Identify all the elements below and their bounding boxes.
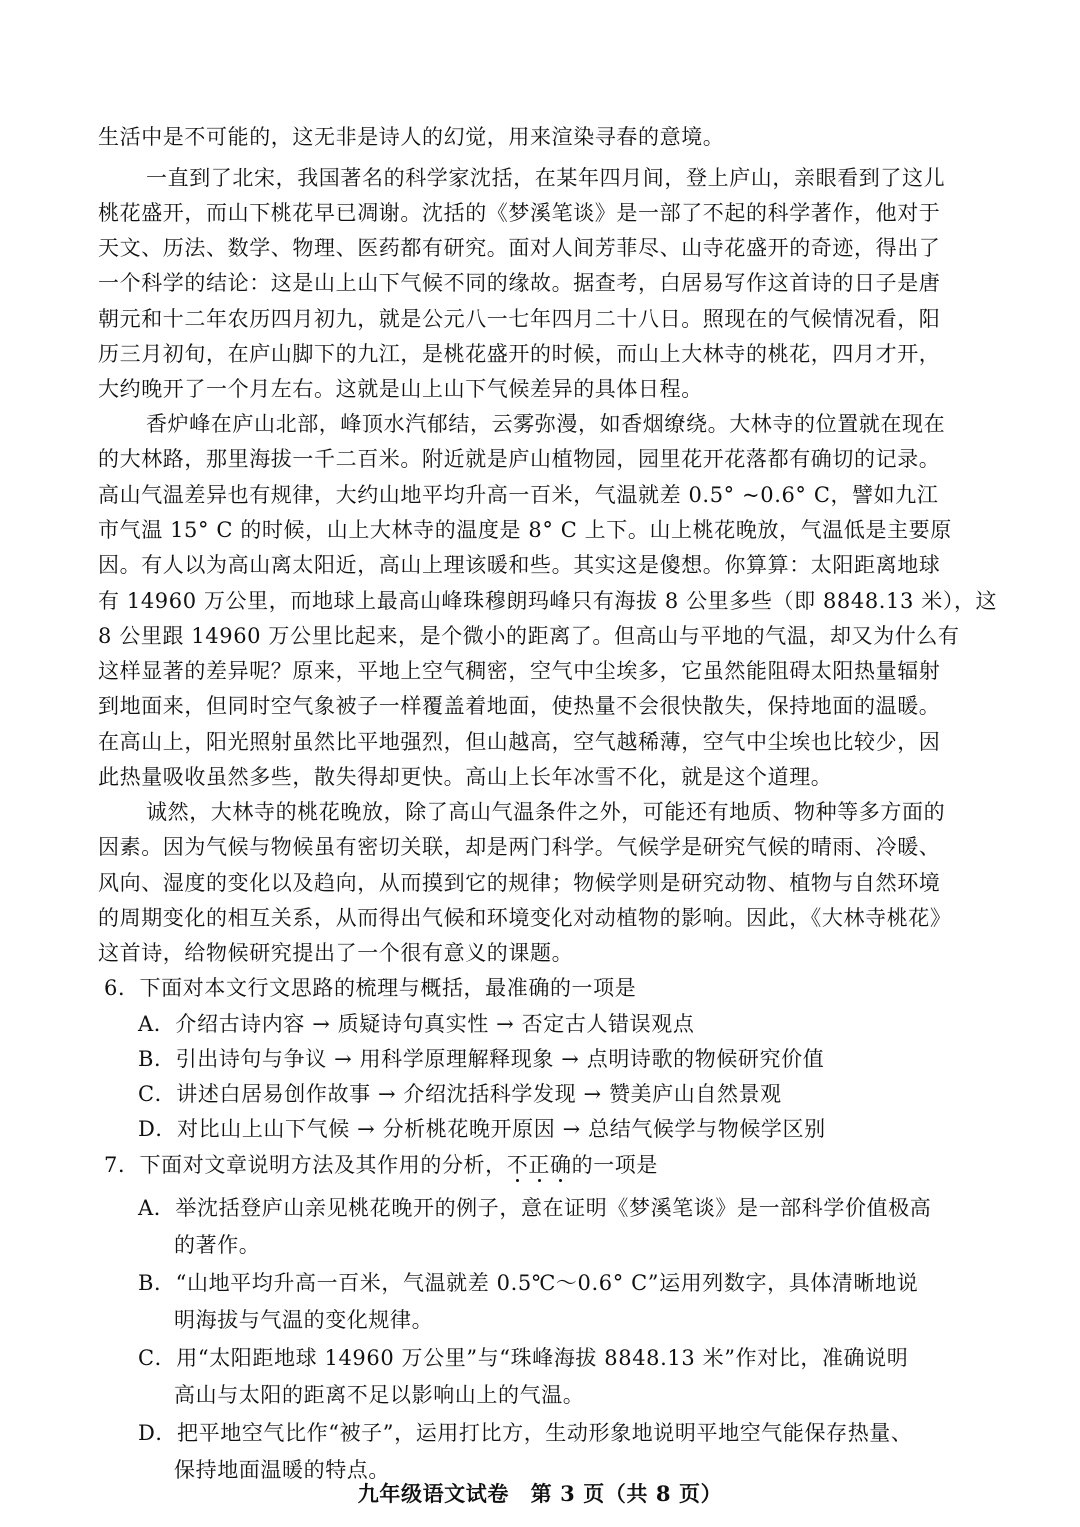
passage-line: 这首诗，给物候研究提出了一个很有意义的课题。 xyxy=(98,941,574,965)
passage-line: 因素。因为气候与物候虽有密切关联，却是两门科学。气候学是研究气候的晴雨、冷暖、 xyxy=(98,835,941,859)
passage-line: 风向、湿度的变化以及趋向，从而摸到它的规律；物候学则是研究动物、植物与自然环境 xyxy=(98,871,941,895)
emphasis-char: 确 xyxy=(549,1153,572,1177)
question-7-stem-post: 的一项是 xyxy=(571,1153,658,1177)
passage-line: 市气温 15° C 的时候，山上大林寺的温度是 8° C 上下。山上桃花晚放，气温低是主要原 xyxy=(98,518,952,542)
question-7-option-d-cont: 保持地面温暖的特点。 xyxy=(174,1458,390,1482)
passage-line: 因。有人以为高山离太阳近，高山上理该暖和些。其实这是傻想。你算算：太阳距离地球 xyxy=(98,553,941,577)
passage-line: 这样显著的差异呢？原来，平地上空气稠密，空气中尘埃多，它虽然能阻碍太阳热量辐射 xyxy=(98,659,941,683)
question-7-option-b-cont: 明海拔与气温的变化规律。 xyxy=(174,1308,434,1332)
passage-line: 香炉峰在庐山北部，峰顶水汽郁结，云雾弥漫，如香烟缭绕。大林寺的位置就在现在 xyxy=(146,412,946,436)
passage-line: 8 公里跟 14960 万公里比起来，是个微小的距离了。但高山与平地的气温，却又为什么有 xyxy=(98,624,960,648)
passage-line: 大约晚开了一个月左右。这就是山上山下气候差异的具体日程。 xyxy=(98,377,703,401)
passage-line: 此热量吸收虽然多些，散失得却更快。高山上长年冰雪不化，就是这个道理。 xyxy=(98,765,833,789)
emphasis-char: 正 xyxy=(528,1153,550,1177)
page-footer: 九年级语文试卷 第 3 页（共 8 页） xyxy=(357,1481,723,1506)
passage-line: 到地面来，但同时空气象被子一样覆盖着地面，使热量不会很快散失，保持地面的温暖。 xyxy=(98,694,941,718)
passage-line: 的大林路，那里海拔一千二百米。附近就是庐山植物园，园里花开花落都有确切的记录。 xyxy=(98,447,941,471)
question-7-option-c-cont: 高山与太阳的距离不足以影响山上的气温。 xyxy=(174,1383,585,1407)
passage-line: 的周期变化的相互关系，从而得出气候和环境变化对动植物的影响。因此，《大林寺桃花》 xyxy=(98,906,952,930)
passage-line: 天文、历法、数学、物理、医药都有研究。面对人间芳菲尽、山寺花盛开的奇迹，得出了 xyxy=(98,236,941,260)
question-7-stem xyxy=(104,1150,658,1180)
question-6-option-c: C．讲述白居易创作故事 → 介绍沈括科学发现 → 赞美庐山自然景观 xyxy=(138,1082,782,1106)
question-7-option-a: A．举沈括登庐山亲见桃花晚开的例子，意在证明《梦溪笔谈》是一部科学价值极高 xyxy=(138,1196,932,1220)
question-6-option-a: A．介绍古诗内容 → 质疑诗句真实性 → 否定古人错误观点 xyxy=(138,1012,695,1036)
passage-line: 一个科学的结论：这是山上山下气候不同的缘故。据查考，白居易写作这首诗的日子是唐 xyxy=(98,271,941,295)
passage-line: 一直到了北宋，我国著名的科学家沈括，在某年四月间，登上庐山，亲眼看到了这儿 xyxy=(146,166,946,190)
passage-line: 朝元和十二年农历四月初九，就是公元八一七年四月二十八日。照现在的气候情况看，阳 xyxy=(98,307,941,331)
question-7-option-d: D．把平地空气比作“被子”，运用打比方，生动形象地说明平地空气能保存热量、 xyxy=(138,1421,913,1445)
passage-line: 桃花盛开，而山下桃花早已凋谢。沈括的《梦溪笔谈》是一部了不起的科学著作，他对于 xyxy=(98,201,941,225)
question-7-option-c: C．用“太阳距地球 14960 万公里”与“珠峰海拔 8848.13 米”作对比，准确说明 xyxy=(138,1346,909,1370)
question-7-option-a-cont: 的著作。 xyxy=(174,1233,261,1257)
passage-line: 有 14960 万公里，而地球上最高山峰珠穆朗玛峰只有海拔 8 公里多些（即 8848.13 米），这 xyxy=(98,589,998,613)
question-6-option-d: D．对比山上山下气候 → 分析桃花晚开原因 → 总结气候学与物候学区别 xyxy=(138,1117,826,1141)
emphasis-char: 不 xyxy=(506,1153,529,1177)
question-7-option-b: B．“山地平均升高一百米，气温就差 0.5℃～0.6° C”运用列数字，具体清晰地说 xyxy=(138,1271,919,1295)
passage-line: 诚然，大林寺的桃花晚放，除了高山气温条件之外，可能还有地质、物种等多方面的 xyxy=(146,800,946,824)
passage-line: 在高山上，阳光照射虽然比平地强烈，但山越高，空气越稀薄，空气中尘埃也比较少，因 xyxy=(98,730,941,754)
question-6-option-b: B．引出诗句与争议 → 用科学原理解释现象 → 点明诗歌的物候研究价值 xyxy=(138,1047,825,1071)
question-7-stem-pre: 7．下面对文章说明方法及其作用的分析， xyxy=(104,1153,507,1177)
passage-line: 高山气温差异也有规律，大约山地平均升高一百米，气温就差 0.5° ~0.6° C，譬如九江 xyxy=(98,483,939,507)
question-6-stem: 6．下面对本文行文思路的梳理与概括，最准确的一项是 xyxy=(104,976,637,1000)
passage-line: 历三月初旬，在庐山脚下的九江，是桃花盛开的时候，而山上大林寺的桃花，四月才开， xyxy=(98,342,941,366)
passage-line: 生活中是不可能的，这无非是诗人的幻觉，用来渲染寻春的意境。 xyxy=(98,125,725,149)
